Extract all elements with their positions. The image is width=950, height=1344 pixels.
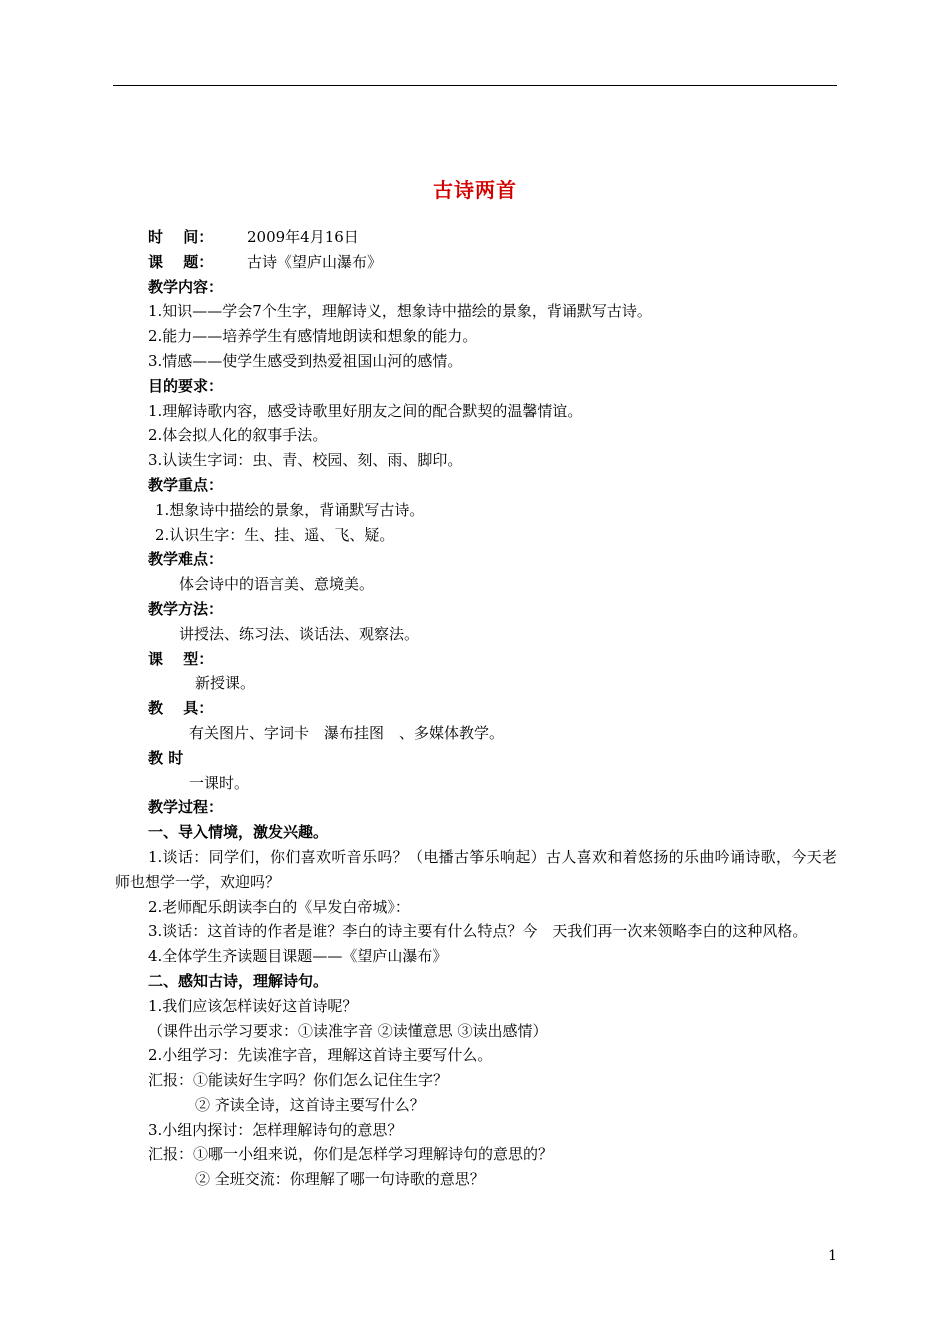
goals-item: 2.体会拟人化的叙事手法。	[148, 426, 328, 445]
goals-item: 1.理解诗歌内容，感受诗歌里好朋友之间的配合默契的温馨情谊。	[148, 401, 583, 420]
hours-heading: 教 时	[148, 748, 184, 767]
content-item: 3.情感——使学生感受到热爱祖国山河的感情。	[148, 351, 463, 370]
section-2-line: 汇报：①哪一小组来说，你们是怎样学习理解诗句的意思的？	[148, 1145, 554, 1164]
section-2-line: 1.我们应该怎样读好这首诗呢？	[148, 996, 358, 1015]
section-2-line: （课件出示学习要求：①读准字音 ②读懂意思 ③读出感情）	[148, 1021, 548, 1040]
content-item: 2.能力——培养学生有感情地朗读和想象的能力。	[148, 327, 478, 346]
topic-line	[115, 250, 837, 275]
goals-item: 3.认读生字词：虫、青、校园、刻、雨、脚印。	[148, 451, 463, 470]
section-1-heading: 一、导入情境，激发兴趣。	[148, 823, 329, 842]
section-1-paragraph: 1.谈话：同学们，你们喜欢听音乐吗？（电播古筝乐响起）古人喜欢和着悠扬的乐曲吟诵诗歌，今天老师也想学一学，欢迎吗？	[115, 847, 837, 891]
type-heading: 课 型：	[148, 649, 214, 668]
process-heading: 教学过程：	[148, 798, 224, 817]
type-text: 新授课。	[195, 674, 256, 693]
key-item: 1.想象诗中描绘的景象，背诵默写古诗。	[155, 500, 425, 519]
content-heading: 教学内容：	[148, 277, 224, 296]
header-rule	[113, 85, 837, 86]
section-1-paragraph: 2.老师配乐朗读李白的《早发白帝城》：	[148, 897, 410, 916]
time-value: 2009年4月16日	[247, 228, 359, 246]
tools-heading: 教 具：	[148, 699, 214, 718]
time-label: 时 间：	[148, 228, 214, 246]
time-line	[115, 225, 837, 250]
document-body	[115, 225, 837, 1192]
topic-label: 课 题：	[148, 252, 214, 271]
section-2-line: 汇报：①能读好生字吗？你们怎么记住生字？	[148, 1071, 449, 1090]
section-1-paragraph: 4.全体学生齐读题目课题——《望庐山瀑布》	[148, 947, 448, 966]
page-number: 1	[828, 1248, 837, 1264]
document-title: 古诗两首	[433, 178, 517, 202]
section-2-heading: 二、感知古诗，理解诗句。	[148, 971, 329, 990]
section-1-paragraph: 3.谈话：这首诗的作者是谁？李白的诗主要有什么特点？今 天我们再一次来领略李白的这种风格。	[148, 922, 808, 941]
difficulty-text: 体会诗中的语言美、意境美。	[179, 575, 375, 594]
tools-text: 有关图片、字词卡 瀑布挂图 、多媒体教学。	[189, 723, 505, 742]
key-item: 2.认识生字：生、挂、遥、飞、疑。	[155, 525, 395, 544]
content-item: 1.知识——学会7个生字，理解诗义，想象诗中描绘的景象，背诵默写古诗。	[148, 302, 652, 321]
section-2-line: 3.小组内探讨：怎样理解诗句的意思？	[148, 1120, 403, 1139]
section-2-line: 2.小组学习：先读准字音，理解这首诗主要写什么。	[148, 1046, 493, 1065]
method-text: 讲授法、练习法、谈话法、观察法。	[179, 624, 420, 643]
difficulty-heading: 教学难点：	[148, 550, 224, 569]
topic-value: 古诗《望庐山瀑布》	[247, 252, 383, 271]
hours-text: 一课时。	[189, 773, 250, 792]
method-heading: 教学方法：	[148, 599, 224, 618]
goals-heading: 目的要求：	[148, 376, 224, 395]
key-heading: 教学重点：	[148, 475, 224, 494]
section-2-line: ② 全班交流：你理解了哪一句诗歌的意思？	[195, 1170, 485, 1189]
section-2-line: ② 齐读全诗，这首诗主要写什么？	[195, 1095, 425, 1114]
